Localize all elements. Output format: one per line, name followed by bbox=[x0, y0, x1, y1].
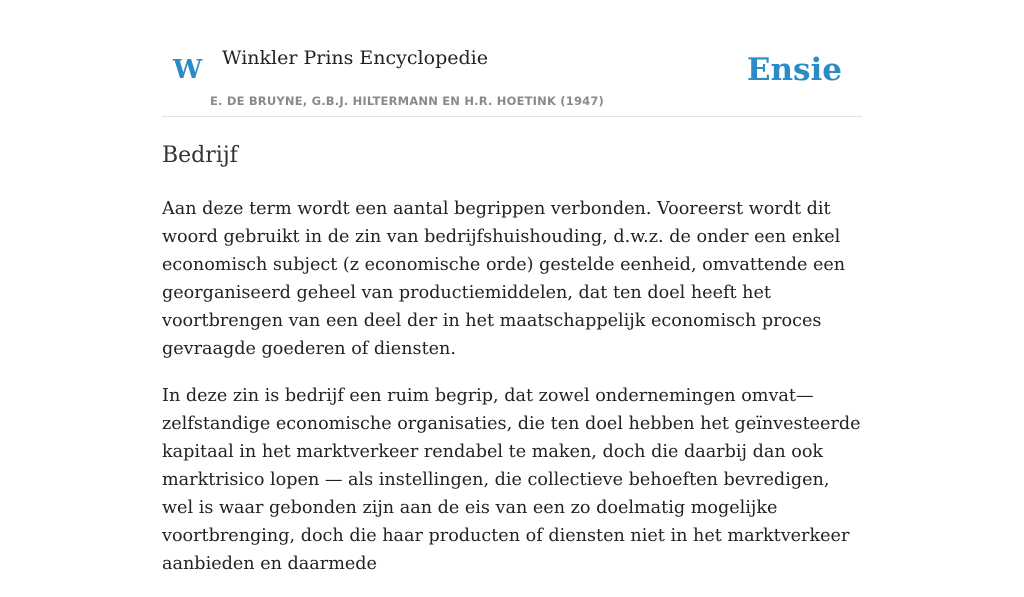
entry-paragraph: In deze zin is bedrijf een ruim begrip, dat zowel ondernemingen omvat— zelfstandige economische organisaties, die ten doel hebben het geïnvesteerde kapitaal in het marktverkeer rendabel te maken, doch die daarbij dan ook marktrisico lopen — als instellingen, die collectieve behoeften bevredigen, wel is waar gebonden zijn aan de eis van een zo doelmatig mogelijke voortbrenging, doch die haar producten of diensten niet in het marktverkeer aanbieden en daarmede bbox=[162, 386, 861, 574]
entry-title: Bedrijf bbox=[162, 143, 238, 168]
entry-body bbox=[162, 195, 862, 578]
publication-authors: E. DE BRUYNE, G.B.J. HILTERMANN EN H.R. HOETINK (1947) bbox=[210, 94, 605, 108]
publication-header bbox=[162, 0, 862, 117]
publication-logo-icon[interactable]: W bbox=[173, 55, 203, 85]
brand-logo-link[interactable]: Ensie bbox=[746, 52, 842, 88]
entry-paragraph: Aan deze term wordt een aantal begrippen verbonden. Vooreerst wordt dit woord gebruikt in de zin van bedrijfshuishouding, d.w.z. de onder een enkel economisch subject (z economische orde) gestelde eenheid, omvattende een georganiseerd geheel van productiemiddelen, dat ten doel heeft het voortbrengen van een deel der in het maatschappelijk economisch proces gevraagde goederen of diensten. bbox=[162, 199, 846, 359]
content-container bbox=[162, 0, 862, 597]
publication-title[interactable]: Winkler Prins Encyclopedie bbox=[222, 47, 488, 69]
